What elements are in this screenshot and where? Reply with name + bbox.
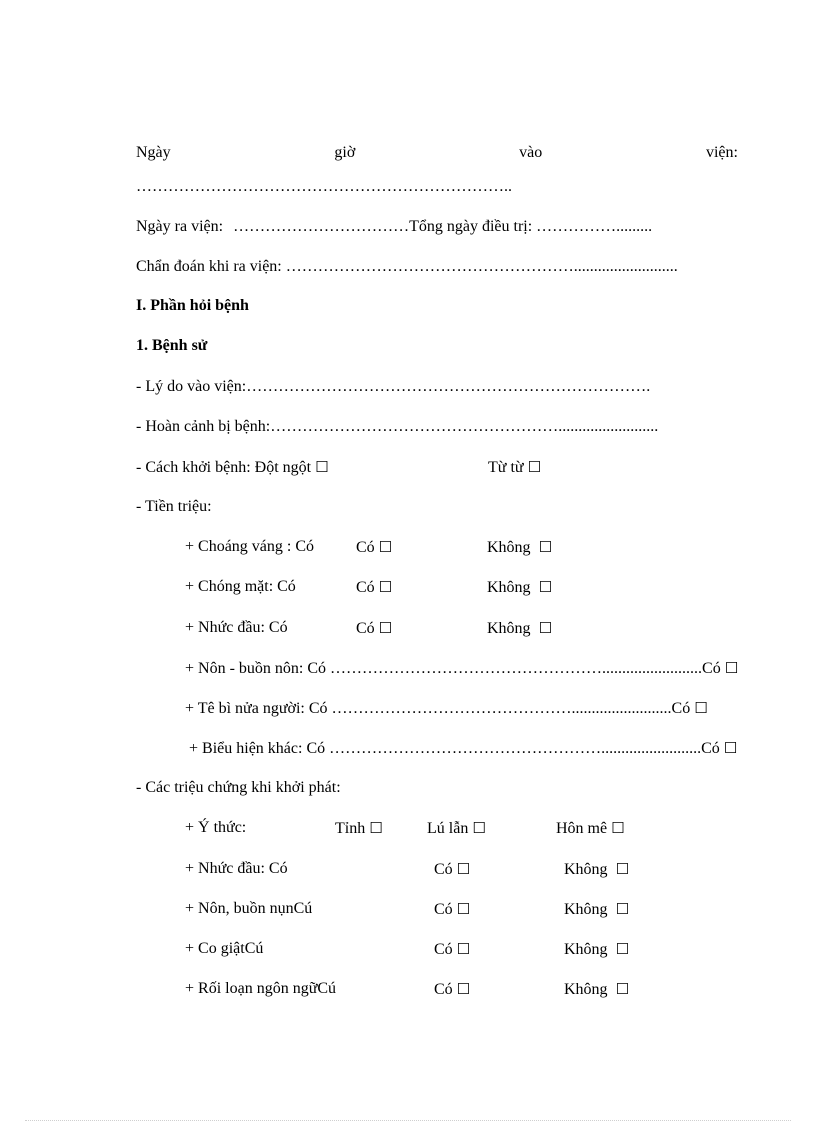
symptom-yes-option xyxy=(434,939,470,960)
yes-checkbox[interactable]: ☐ xyxy=(456,860,471,878)
opt-checkbox[interactable]: ☐ xyxy=(369,819,383,837)
reason-field[interactable]: …………………………………………………………………. xyxy=(246,378,651,395)
admission-date-line xyxy=(136,143,738,163)
consciousness-label: + Ý thức: xyxy=(185,819,247,836)
admission-word: viện: xyxy=(705,144,738,161)
onset-gradual-checkbox[interactable]: ☐ xyxy=(527,458,542,476)
yes-label: Có xyxy=(434,981,453,998)
symptom-no-option xyxy=(564,939,629,960)
yes-label: Có xyxy=(434,901,453,918)
opt-label: Lú lẫn xyxy=(427,820,469,837)
no-label: Không xyxy=(487,620,531,637)
admission-word: vào xyxy=(519,144,543,161)
consciousness-opt2 xyxy=(427,818,486,839)
prodrome-item-label: + Chóng mặt: Có xyxy=(185,578,296,595)
no-label: Không xyxy=(487,539,531,556)
onset-gradual-label: Từ từ xyxy=(488,459,524,476)
no-label: Không xyxy=(564,981,608,998)
admission-date-field[interactable]: …………………………………………………………….. xyxy=(136,178,512,195)
prodrome-yes-option xyxy=(356,577,392,598)
yes-checkbox[interactable]: ☐ xyxy=(378,619,393,637)
admission-word: Ngày xyxy=(136,144,171,161)
yes-checkbox[interactable]: ☐ xyxy=(723,739,738,757)
yes-label: Có xyxy=(702,660,721,677)
onset-symptoms-label: - Các triệu chứng khi khởi phát: xyxy=(136,779,341,796)
no-label: Không xyxy=(564,901,608,918)
section-subtitle: 1. Bệnh sử xyxy=(136,337,208,354)
yes-label: Có xyxy=(356,620,375,637)
diagnosis-line xyxy=(136,257,678,277)
discharge-line xyxy=(136,217,652,237)
onset-sudden-label: Đột ngột xyxy=(254,459,312,476)
yes-checkbox[interactable]: ☐ xyxy=(378,578,393,596)
yes-checkbox[interactable]: ☐ xyxy=(456,980,471,998)
long-item-field[interactable]: ……………………………………………......................... xyxy=(329,740,702,757)
yes-checkbox[interactable]: ☐ xyxy=(724,659,739,677)
long-item-field[interactable]: ……………………………………………......................... xyxy=(330,660,703,677)
prodrome-long-item xyxy=(189,738,783,759)
long-item-field[interactable]: ………………………………………......................... xyxy=(331,700,672,717)
yes-checkbox[interactable]: ☐ xyxy=(456,900,471,918)
long-item-label: + Tê bì nửa người: Có xyxy=(185,700,328,717)
yes-checkbox[interactable]: ☐ xyxy=(456,940,471,958)
symptom-label: + Nôn, buồn nụnCú xyxy=(185,900,313,917)
prodrome-long-item xyxy=(185,698,783,719)
diagnosis-field[interactable]: ……………………………………………….......................... xyxy=(285,258,678,275)
prodrome-item-label: + Nhức đầu: Có xyxy=(185,619,288,636)
onset-line xyxy=(136,457,329,478)
prodrome-item-label: + Choáng váng : Có xyxy=(185,538,315,555)
no-label: Không xyxy=(564,941,608,958)
reason-label: - Lý do vào viện: xyxy=(136,378,247,395)
no-checkbox[interactable]: ☐ xyxy=(615,940,630,958)
no-checkbox[interactable]: ☐ xyxy=(538,578,553,596)
symptom-label: + Rối loạn ngôn ngữCú xyxy=(185,980,337,997)
symptom-label: + Nhức đầu: Có xyxy=(185,860,288,877)
symptom-no-option xyxy=(564,899,629,920)
discharge-field[interactable]: …………………………… xyxy=(233,218,410,235)
opt-label: Hôn mê xyxy=(556,820,608,837)
circumstance-field[interactable]: ………………………………………………......................... xyxy=(270,418,659,435)
opt-checkbox[interactable]: ☐ xyxy=(472,819,486,837)
no-checkbox[interactable]: ☐ xyxy=(615,860,630,878)
prodrome-no-option xyxy=(487,618,552,639)
no-checkbox[interactable]: ☐ xyxy=(538,538,553,556)
yes-label: Có xyxy=(356,539,375,556)
symptom-label: + Co giậtCú xyxy=(185,940,264,957)
opt-label: Tỉnh xyxy=(335,820,366,837)
onset-gradual-option xyxy=(488,457,541,478)
yes-label: Có xyxy=(701,740,720,757)
symptom-yes-option xyxy=(434,899,470,920)
total-days-field[interactable]: ……………......... xyxy=(536,218,653,235)
section-title: I. Phần hỏi bệnh xyxy=(136,297,249,314)
prodrome-no-option xyxy=(487,537,552,558)
reason-line xyxy=(136,377,650,397)
prodrome-label: - Tiền triệu: xyxy=(136,498,212,515)
prodrome-yes-option xyxy=(356,537,392,558)
long-item-label: + Biểu hiện khác: Có xyxy=(189,740,326,757)
no-label: Không xyxy=(564,861,608,878)
total-days-label: Tổng ngày điều trị: xyxy=(409,218,533,235)
yes-label: Có xyxy=(434,861,453,878)
no-label: Không xyxy=(487,579,531,596)
discharge-label: Ngày ra viện: xyxy=(136,218,224,235)
consciousness-opt1 xyxy=(335,818,383,839)
prodrome-yes-option xyxy=(356,618,392,639)
yes-label: Có xyxy=(671,700,691,717)
circumstance-line xyxy=(136,417,658,437)
yes-label: Có xyxy=(356,579,375,596)
symptom-yes-option xyxy=(434,979,470,1000)
yes-checkbox[interactable]: ☐ xyxy=(694,699,708,717)
consciousness-opt3 xyxy=(556,818,625,839)
symptom-no-option xyxy=(564,979,629,1000)
circumstance-label: - Hoàn cảnh bị bệnh: xyxy=(136,418,271,435)
no-checkbox[interactable]: ☐ xyxy=(615,900,630,918)
symptom-yes-option xyxy=(434,859,470,880)
symptom-no-option xyxy=(564,859,629,880)
page-bottom-rule xyxy=(25,1120,791,1121)
yes-checkbox[interactable]: ☐ xyxy=(378,538,393,556)
opt-checkbox[interactable]: ☐ xyxy=(611,819,625,837)
no-checkbox[interactable]: ☐ xyxy=(615,980,630,998)
onset-sudden-checkbox[interactable]: ☐ xyxy=(315,458,329,476)
onset-label: - Cách khởi bệnh: xyxy=(136,459,251,476)
diagnosis-label: Chẩn đoán khi ra viện: xyxy=(136,258,282,275)
prodrome-long-item xyxy=(185,658,783,679)
prodrome-no-option xyxy=(487,577,552,598)
no-checkbox[interactable]: ☐ xyxy=(538,619,553,637)
yes-label: Có xyxy=(434,941,453,958)
long-item-label: + Nôn - buồn nôn: Có xyxy=(185,660,327,677)
admission-word: giờ xyxy=(334,144,356,161)
